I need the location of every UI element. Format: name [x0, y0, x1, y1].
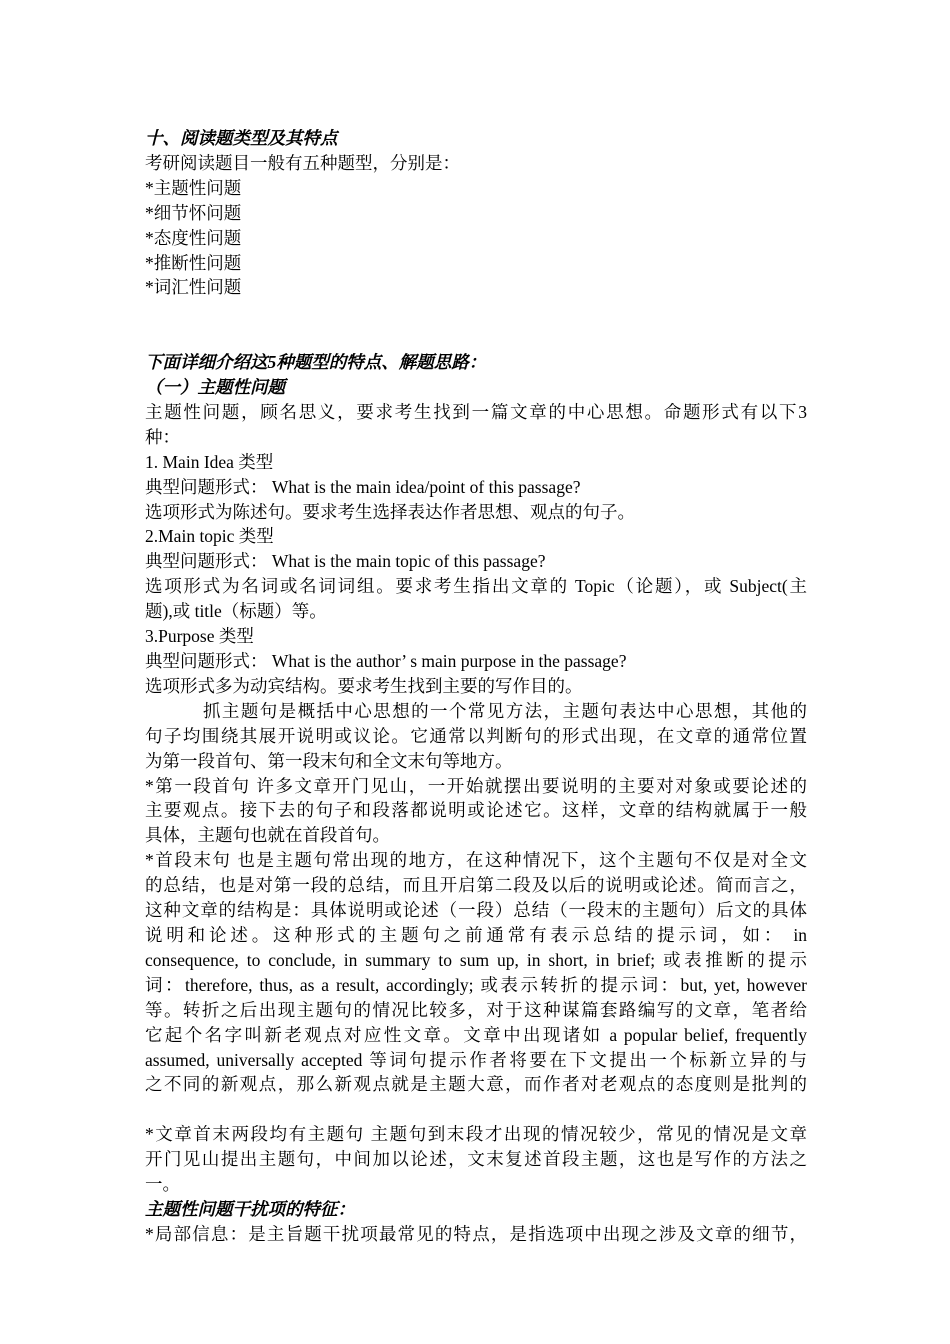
- form-typical-question: 典型问题形式： What is the author’ s main purpose in the passage?: [145, 651, 627, 671]
- last-sentence-paragraph-line: 词：therefore, thus, as a result, accordingly; 或表示转折的提示词：but, yet, however: [145, 974, 807, 995]
- form-title: 3.Purpose 类型: [145, 626, 254, 647]
- distractor-item: *局部信息：是主旨题干扰项最常见的特点，是指选项中出现之涉及文章的细节，: [145, 1223, 807, 1244]
- form-option-description: 题),或 title（标题）等。: [145, 601, 327, 622]
- detail-heading: 下面详细介绍这5种题型的特点、解题思路：: [145, 352, 487, 373]
- last-sentence-paragraph-line: 的总结，也是对第一段的总结，而且开启第二段及以后的说明或论述。简而言之，: [145, 875, 807, 896]
- last-sentence-paragraph-line: 等。转折之后出现主题句的情况比较多，对于这种谋篇套路编写的文章，笔者给: [145, 999, 807, 1020]
- spacer: [145, 300, 807, 325]
- question-type-item: *词汇性问题: [145, 277, 242, 298]
- last-sentence-paragraph-line: *首段末句 也是主题句常出现的地方，在这种情况下，这个主题句不仅是对全文: [145, 850, 807, 871]
- method-paragraph-line: 句子均围绕其展开说明或议论。它通常以判断句的形式出现，在文章的通常位置: [145, 725, 807, 746]
- question-type-item: *细节怀问题: [145, 202, 242, 223]
- first-sentence-paragraph-line: 主要观点。接下去的句子和段落都说明或论述它。这样，文章的结构就属于一般: [145, 800, 807, 821]
- question-type-item: *推断性问题: [145, 252, 242, 273]
- last-sentence-paragraph-line: 之不同的新观点，那么新观点就是主题大意，而作者对老观点的态度则是批判的: [145, 1074, 807, 1095]
- spacer: [145, 325, 807, 350]
- first-sentence-paragraph-line: *第一段首句 许多文章开门见山，一开始就摆出要说明的主要对对象或要论述的: [145, 775, 807, 796]
- spacer: [145, 1097, 807, 1122]
- last-sentence-paragraph-line: 它起个名字叫新老观点对应性文章。文章中出现诸如 a popular belief, frequently: [145, 1024, 807, 1045]
- distractor-heading: 主题性问题干扰项的特征：: [145, 1198, 355, 1219]
- form-typical-question: 典型问题形式： What is the main topic of this passage?: [145, 551, 546, 572]
- document-page: [145, 126, 807, 1247]
- last-sentence-paragraph-line: 这种文章的结构是：具体说明或论述（一段）总结（一段末的主题句）后文的具体: [145, 900, 807, 921]
- sub-heading: （一）主题性问题: [145, 377, 285, 398]
- question-type-item: *主题性问题: [145, 177, 242, 198]
- last-sentence-paragraph-line: assumed, universally accepted 等词句提示作者将要在下文提出一个标新立异的与: [145, 1049, 807, 1070]
- section-title: 十、阅读题类型及其特点: [145, 128, 338, 148]
- form-option-description: 选项形式为陈述句。要求考生选择表达作者思想、观点的句子。: [145, 501, 635, 522]
- definition-line: 种：: [145, 426, 180, 447]
- form-typical-question: 典型问题形式： What is the main idea/point of this passage?: [145, 476, 581, 497]
- last-sentence-paragraph-line: consequence, to conclude, in summary to sum up, in short, in brief; 或表推断的提示: [145, 949, 807, 970]
- method-paragraph-line: 为第一段首句、第一段末句和全文末句等地方。: [145, 750, 513, 771]
- form-option-description: 选项形式为名词或名词词组。要求考生指出文章的 Topic（论题），或 Subject(主: [145, 576, 807, 597]
- form-option-description: 选项形式多为动宾结构。要求考生找到主要的写作目的。: [145, 675, 583, 696]
- question-type-item: *态度性问题: [145, 227, 242, 248]
- method-paragraph-line: 抓主题句是概括中心思想的一个常见方法，主题句表达中心思想，其他的: [203, 700, 807, 721]
- both-ends-paragraph-line: 开门见山提出主题句，中间加以论述，文末复述首段主题，这也是写作的方法之: [145, 1149, 807, 1170]
- both-ends-paragraph-line: 一。: [145, 1174, 180, 1195]
- form-title: 2.Main topic 类型: [145, 526, 274, 547]
- intro-text: 考研阅读题目一般有五种题型，分别是：: [145, 152, 460, 173]
- last-sentence-paragraph-line: 说明和论述。这种形式的主题句之前通常有表示总结的提示词，如： in: [145, 924, 807, 945]
- both-ends-paragraph-line: *文章首末两段均有主题句 主题句到末段才出现的情况较少，常见的情况是文章: [145, 1124, 807, 1145]
- form-title: 1. Main Idea 类型: [145, 451, 274, 472]
- first-sentence-paragraph-line: 具体，主题句也就在首段首句。: [145, 825, 390, 846]
- definition-line: 主题性问题，顾名思义，要求考生找到一篇文章的中心思想。命题形式有以下3: [145, 401, 807, 422]
